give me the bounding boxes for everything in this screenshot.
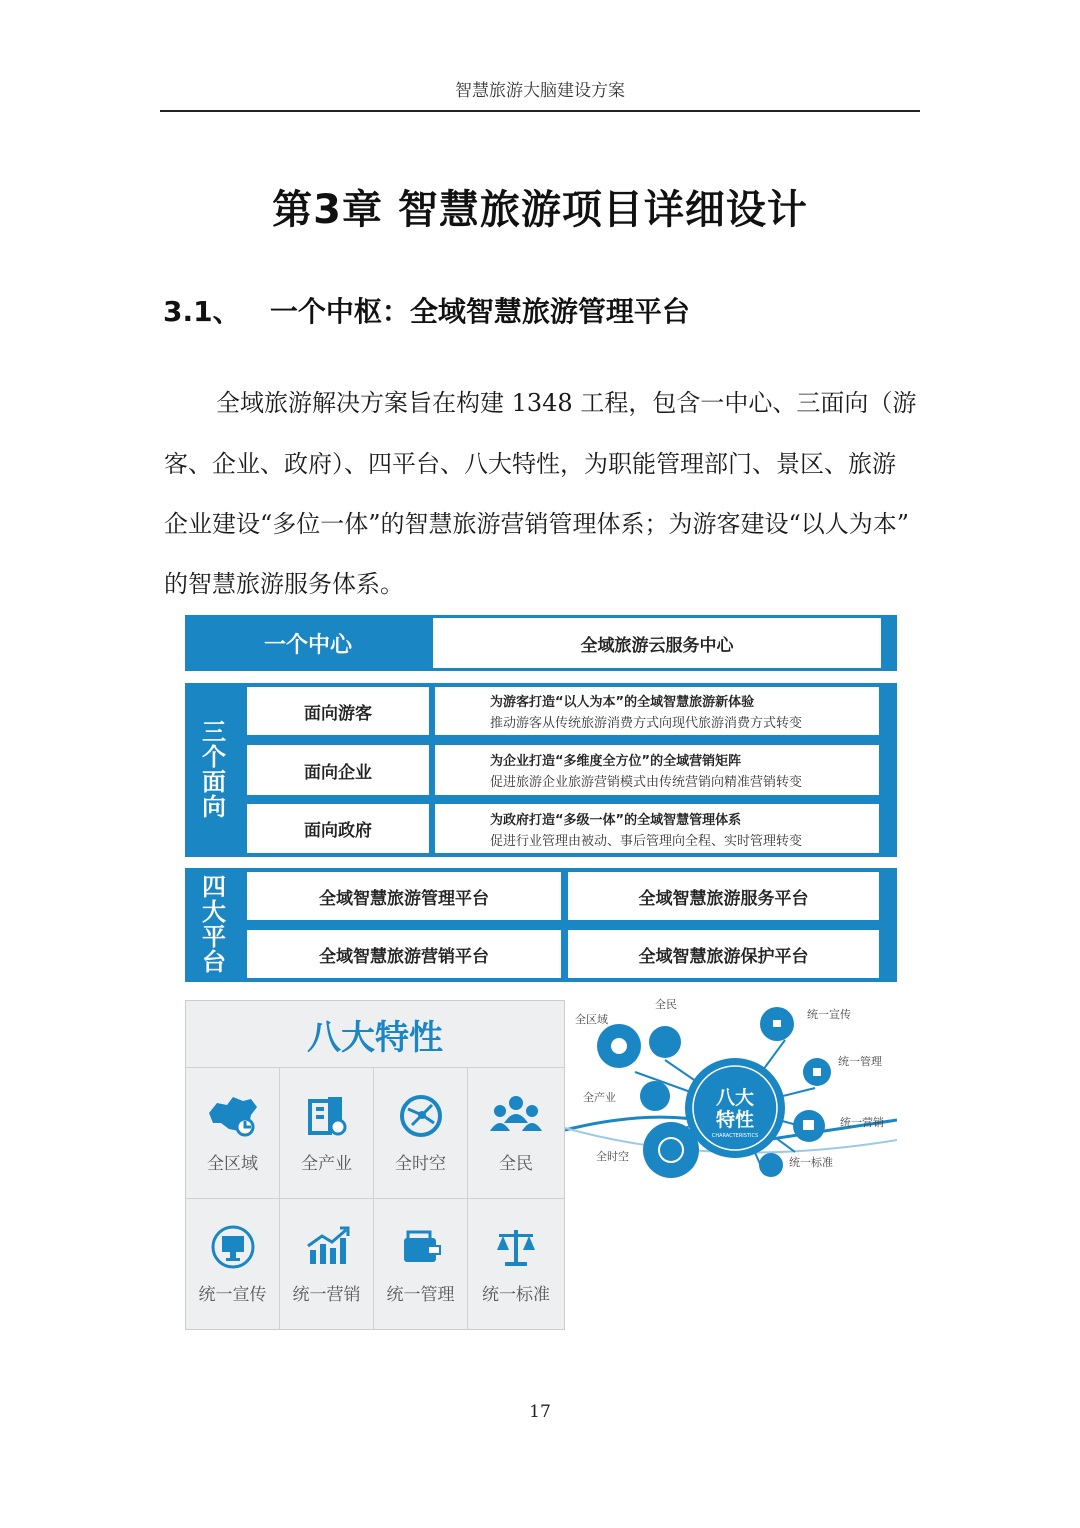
center-label: 一个中心 xyxy=(263,632,352,658)
industry-icon xyxy=(304,1093,350,1139)
feature-cell xyxy=(374,1198,468,1329)
direction-desc xyxy=(433,743,881,797)
direction-desc-sub: 推动游客从传统旅游消费方式向现代旅游消费方式转变 xyxy=(490,716,803,731)
three-directions-char: 个 xyxy=(202,743,226,771)
direction-desc-sub: 促进行业管理由被动、事后管理向全程、实时管理转变 xyxy=(490,833,803,849)
wheel-label: 统一宣传 xyxy=(807,1008,851,1021)
direction-desc-main: 为政府打造“多级一体”的全域智慧管理体系 xyxy=(490,812,742,828)
three-directions-char: 三 xyxy=(202,718,226,746)
feature-cell xyxy=(468,1198,564,1329)
features-wheel-diagram xyxy=(565,1000,897,1330)
direction-desc-sub: 促进旅游企业旅游营销模式由传统营销向精准营销转变 xyxy=(490,775,803,790)
feature-cell xyxy=(280,1198,374,1329)
direction-name: 面向企业 xyxy=(245,743,431,797)
direction-name: 面向游客 xyxy=(245,685,431,737)
monitor-icon xyxy=(210,1224,256,1270)
four-platforms-label xyxy=(185,868,243,982)
wheel-center-line1: 八大 xyxy=(715,1087,755,1109)
platform-item: 全域智慧旅游保护平台 xyxy=(566,928,881,980)
feature-cell xyxy=(280,1067,374,1198)
platform-item: 全域智慧旅游营销平台 xyxy=(245,928,563,980)
running-header: 智慧旅游大脑建设方案 xyxy=(455,81,625,101)
four-platforms-char: 平 xyxy=(202,923,226,951)
four-platforms-char: 四 xyxy=(202,873,226,901)
globe-icon xyxy=(398,1093,444,1139)
wallet-icon xyxy=(398,1224,444,1270)
paragraph-line-1: 全域旅游解决方案旨在构建 1348 工程，包含一中心、三面向（游 xyxy=(216,389,917,417)
paragraph-line-4: 的智慧旅游服务体系。 xyxy=(164,570,404,598)
page-number: 17 xyxy=(529,1402,551,1422)
four-platforms-char: 大 xyxy=(202,898,226,926)
wheel-label: 统一管理 xyxy=(838,1055,882,1068)
eight-features-title: 八大特性 xyxy=(307,1017,443,1058)
wheel-node xyxy=(643,1122,699,1178)
scale-icon xyxy=(493,1224,539,1270)
paragraph-line-3: 企业建设“多位一体”的智慧旅游营销管理体系；为游客建设“以人为本” xyxy=(164,510,910,538)
platform-item: 全域智慧旅游服务平台 xyxy=(566,870,881,922)
three-directions-char: 面 xyxy=(202,768,226,796)
platform-item: 全域智慧旅游管理平台 xyxy=(245,870,563,922)
wheel-label: 统一营销 xyxy=(840,1116,884,1129)
direction-name: 面向政府 xyxy=(245,802,431,855)
chapter-title: 第3章 智慧旅游项目详细设计 xyxy=(272,187,808,233)
wheel-label: 全产业 xyxy=(583,1091,616,1104)
people-icon xyxy=(488,1093,544,1139)
feature-label: 统一营销 xyxy=(292,1284,361,1305)
three-directions-label xyxy=(185,683,243,857)
header-rule xyxy=(160,110,920,112)
wheel-center-line2: 特性 xyxy=(715,1109,755,1131)
direction-desc-main: 为游客打造“以人为本”的全域智慧旅游新体验 xyxy=(490,695,755,710)
four-platforms-char: 台 xyxy=(202,948,226,976)
direction-desc xyxy=(433,802,881,855)
feature-cell xyxy=(186,1198,280,1329)
paragraph-line-2: 客、企业、政府）、四平台、八大特性，为职能管理部门、景区、旅游 xyxy=(164,450,896,478)
direction-desc-main: 为企业打造“多维度全方位”的全域营销矩阵 xyxy=(490,754,742,769)
feature-label: 全民 xyxy=(499,1153,533,1174)
feature-cell xyxy=(468,1067,564,1198)
direction-desc xyxy=(433,685,881,737)
feature-label: 全时空 xyxy=(395,1153,446,1174)
eight-features-panel xyxy=(185,1000,565,1330)
feature-label: 统一管理 xyxy=(386,1284,455,1305)
feature-label: 全产业 xyxy=(301,1153,352,1174)
feature-cell xyxy=(186,1067,280,1198)
wheel-label: 统一标准 xyxy=(789,1156,833,1169)
feature-label: 统一标准 xyxy=(482,1284,550,1305)
wheel-label: 全时空 xyxy=(596,1150,629,1163)
section-title: 3.1、 一个中枢：全域智慧旅游管理平台 xyxy=(163,295,690,328)
center-value: 全域旅游云服务中心 xyxy=(433,618,881,668)
wheel-center-sub: CHARACTERISTICS xyxy=(711,1133,759,1139)
china-map-icon xyxy=(205,1093,261,1139)
wheel-node xyxy=(640,1081,670,1111)
growth-chart-icon xyxy=(304,1224,350,1270)
three-directions-char: 向 xyxy=(202,793,226,821)
feature-label: 全区域 xyxy=(207,1153,258,1174)
feature-cell xyxy=(374,1067,468,1198)
architecture-figure xyxy=(185,615,897,1330)
center-row xyxy=(185,615,897,671)
wheel-node xyxy=(649,1026,681,1058)
wheel-label: 全民 xyxy=(655,998,677,1011)
wheel-label: 全区域 xyxy=(575,1013,608,1026)
feature-label: 统一宣传 xyxy=(198,1284,267,1305)
wheel-node xyxy=(759,1153,783,1177)
